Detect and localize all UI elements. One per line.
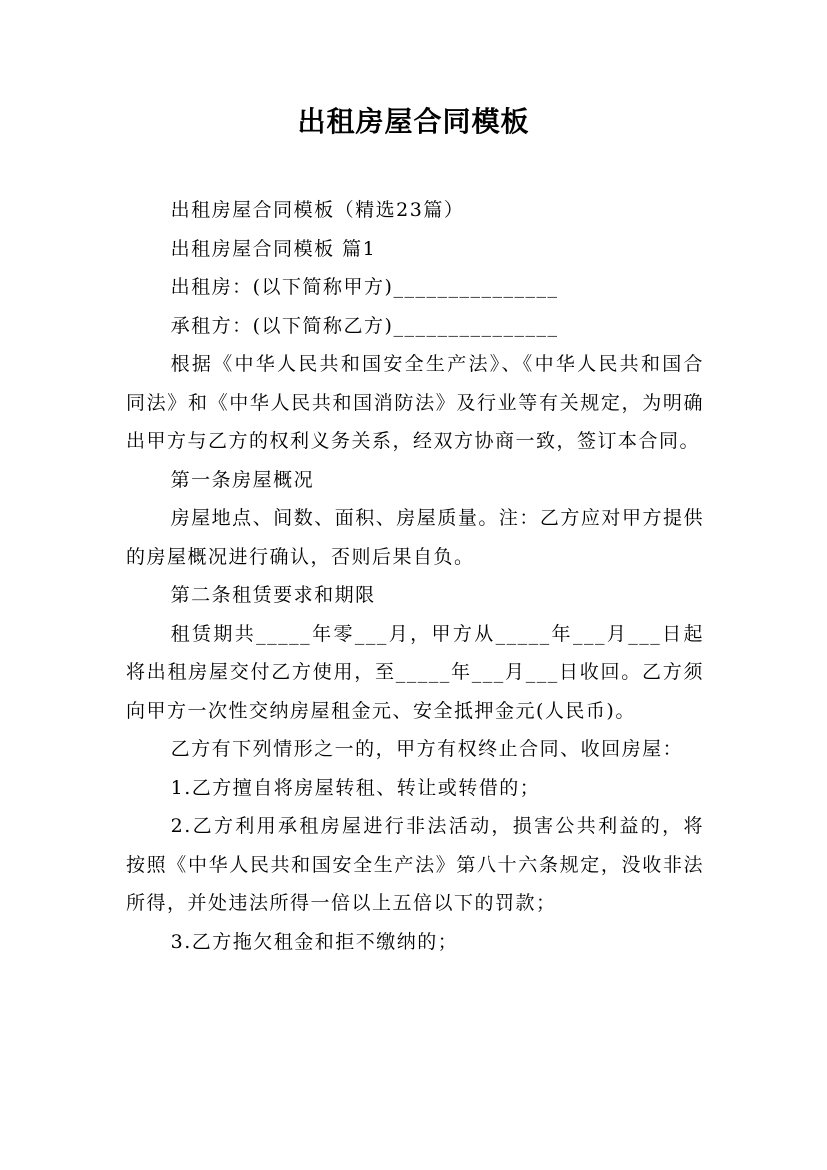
document-title: 出租房屋合同模板 bbox=[297, 105, 530, 138]
paragraph-preamble: 根据《中华人民共和国安全生产法》、《中华人民共和国合同法》和《中华人民共和国消防法》及行业等有关规定，为明确出甲方与乙方的权利义务关系，经双方协商一致，签订本合同。 bbox=[126, 353, 704, 452]
paragraph-heading-collection: 出租房屋合同模板（精选23篇） bbox=[170, 199, 465, 221]
paragraph-item2: 2.乙方利用承租房屋进行非法活动，损害公共利益的，将按照《中华人民共和国安全生产法》第八十六条规定，没收非法所得，并处违法所得一倍以上五倍以下的罚款； bbox=[126, 815, 704, 914]
paragraph-lessee: 承租方：(以下简称乙方)_______________ bbox=[170, 314, 559, 337]
paragraph-article1-heading: 第一条房屋概况 bbox=[170, 468, 315, 491]
paragraph-item3: 3.乙方拖欠租金和拒不缴纳的； bbox=[170, 930, 459, 953]
document-body bbox=[126, 191, 704, 961]
paragraph-article2-heading: 第二条租赁要求和期限 bbox=[170, 584, 376, 606]
paragraph-lessor: 出租房：(以下简称甲方)_______________ bbox=[170, 276, 559, 298]
paragraph-article1-text: 房屋地点、间数、面积、房屋质量。注：乙方应对甲方提供的房屋概况进行确认，否则后果自负。 bbox=[126, 507, 704, 568]
paragraph-termination-intro: 乙方有下列情形之一的，甲方有权终止合同、收回房屋： bbox=[170, 738, 684, 760]
paragraph-article2-text: 租赁期共_____年零___月，甲方从_____年___月___日起将出租房屋交付乙方使用，至_____年___月___日收回。乙方须向甲方一次性交纳房屋租金元、安全抵押金元(人民币)。 bbox=[126, 622, 704, 722]
paragraph-item1: 1.乙方擅自将房屋转租、转让或转借的； bbox=[170, 776, 541, 799]
paragraph-heading-part1: 出租房屋合同模板 篇1 bbox=[170, 237, 377, 260]
